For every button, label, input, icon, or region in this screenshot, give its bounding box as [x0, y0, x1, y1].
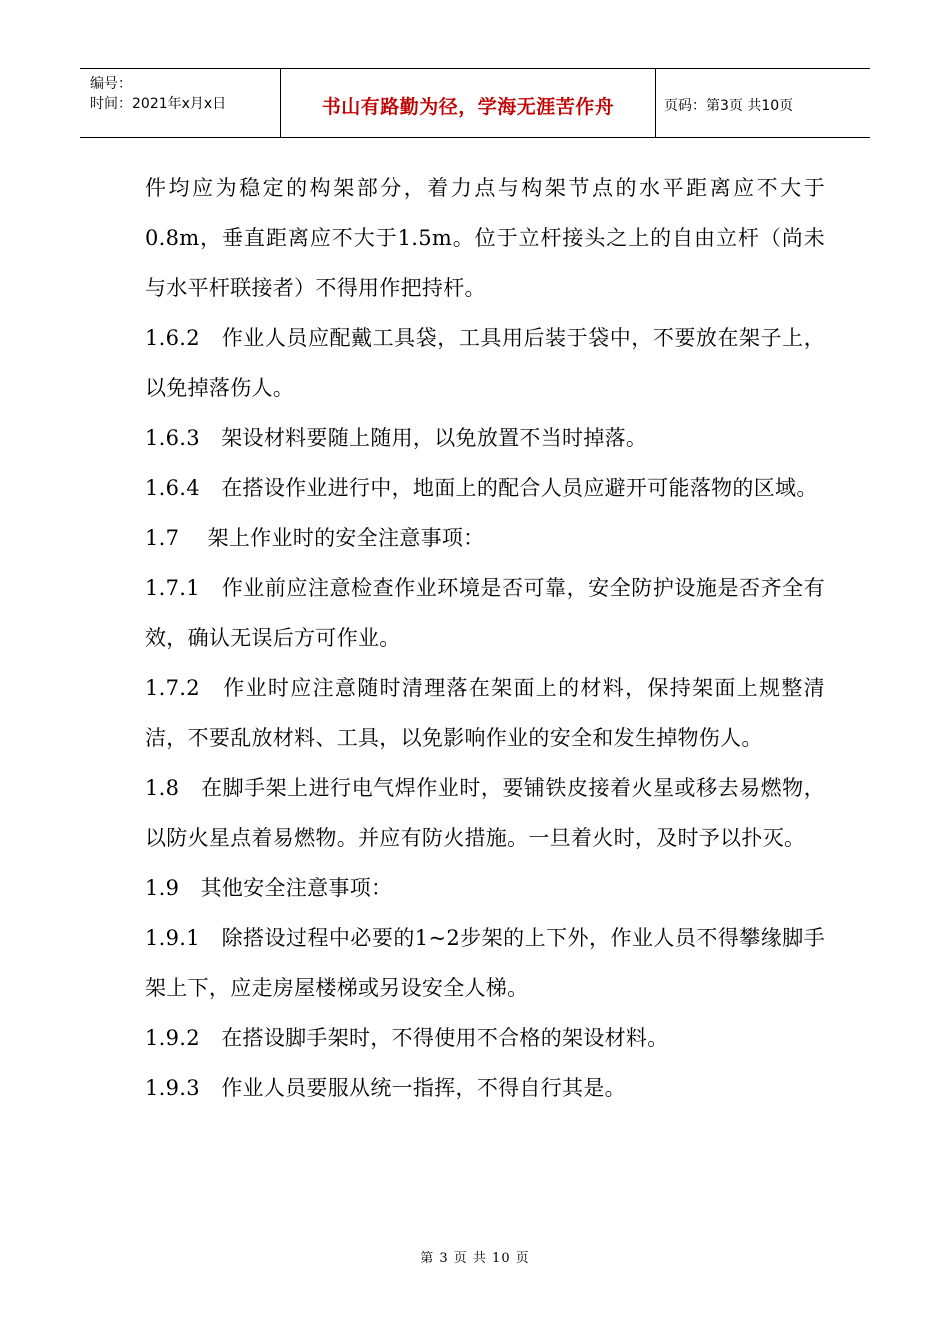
section-heading: 1.9 其他安全注意事项：: [145, 876, 393, 900]
header-meta-cell: [80, 69, 281, 137]
body-paragraph: 件均应为稳定的构架部分，着力点与构架节点的水平距离应不大于0.8m，垂直距离应不大于1.5m。位于立杆接头之上的自由立杆（尚未与水平杆联接者）不得用作把持杆。: [145, 176, 825, 300]
header-motto: 书山有路勤为径，学海无涯苦作舟: [321, 96, 615, 118]
body-paragraph: 1.6.2 作业人员应配戴工具袋，工具用后装于袋中，不要放在架子上，以免掉落伤人。: [145, 326, 825, 400]
body-paragraph: 1.9.1 除搭设过程中必要的1~2步架的上下外，作业人员不得攀缘脚手架上下，应走房屋楼梯或另设安全人梯。: [145, 926, 825, 1000]
header-page-number: 页码：第3页 共10页: [664, 98, 794, 114]
document-code-label: 编号：: [90, 76, 132, 92]
section-heading: 1.7 架上作业时的安全注意事项：: [145, 526, 485, 550]
body-paragraph: 1.9.3 作业人员要服从统一指挥，不得自行其是。: [145, 1076, 626, 1100]
body-paragraph: 1.6.4 在搭设作业进行中，地面上的配合人员应避开可能落物的区域。: [145, 476, 818, 500]
header-page-cell: [656, 69, 870, 137]
body-paragraph: 1.9.2 在搭设脚手架时，不得使用不合格的架设材料。: [145, 1026, 669, 1050]
header-motto-cell: [281, 69, 656, 137]
body-paragraph: 1.8 在脚手架上进行电气焊作业时，要铺铁皮接着火星或移去易燃物，以防火星点着易燃物。并应有防火措施。一旦着火时，及时予以扑灭。: [145, 776, 825, 850]
document-body: [145, 163, 825, 1113]
page-footer: 第 3 页 共 10 页: [420, 1251, 530, 1266]
page-header: [80, 68, 870, 138]
body-paragraph: 1.7.2 作业时应注意随时清理落在架面上的材料，保持架面上规整清洁，不要乱放材料、工具，以免影响作业的安全和发生掉物伤人。: [145, 676, 825, 750]
body-paragraph: 1.6.3 架设材料要随上随用，以免放置不当时掉落。: [145, 426, 648, 450]
body-paragraph: 1.7.1 作业前应注意检查作业环境是否可靠，安全防护设施是否齐全有效，确认无误后方可作业。: [145, 576, 825, 650]
document-time-label: 时间：2021年x月x日: [90, 96, 227, 112]
